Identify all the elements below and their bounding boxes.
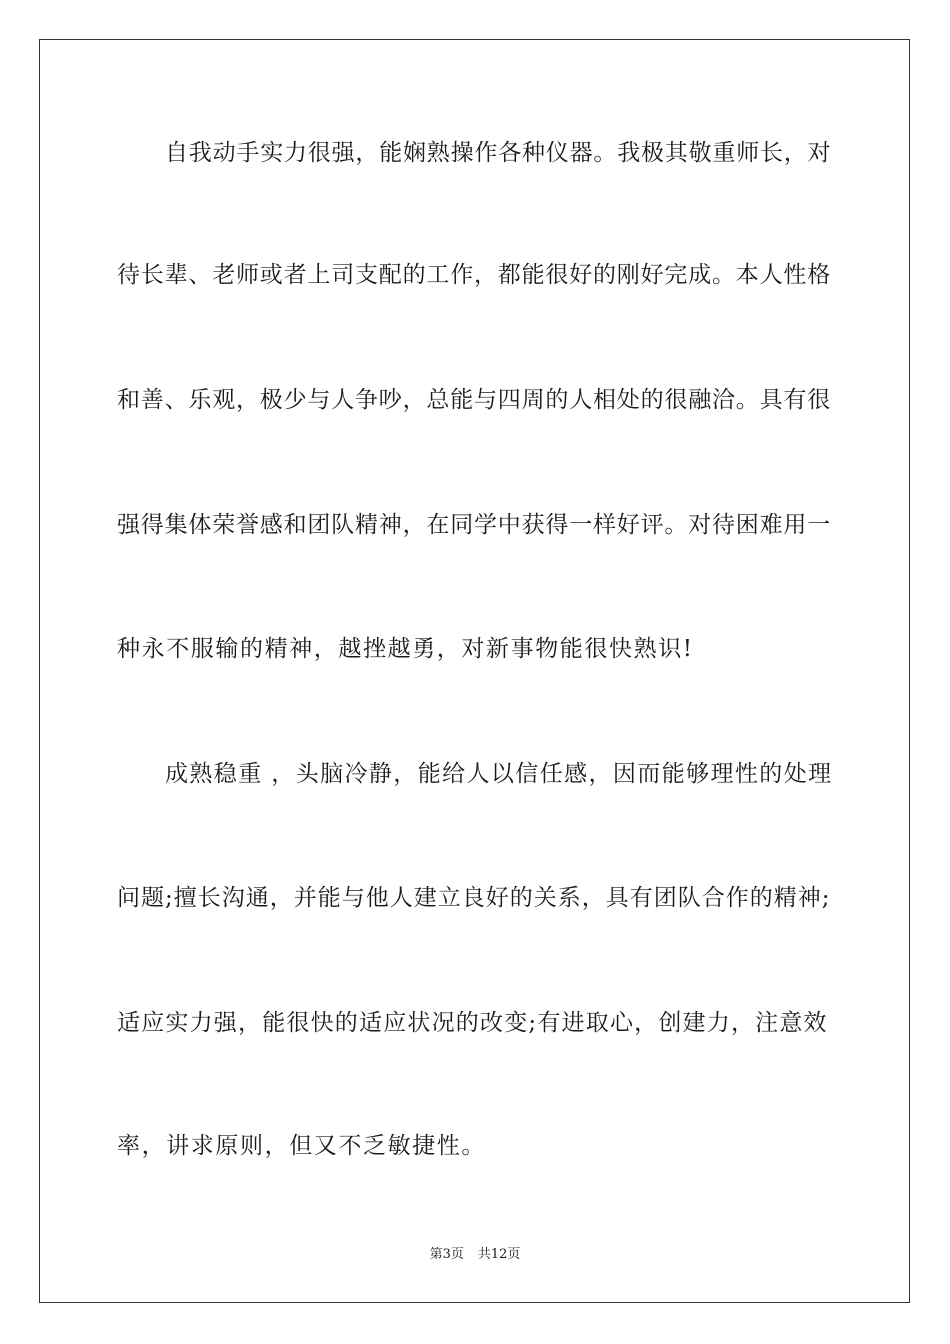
paragraph-2-line-4: 率，讲求原则，但又不乏敏捷性。 <box>117 1133 486 1159</box>
paragraph-1-line-4: 强得集体荣誉感和团队精神，在同学中获得一样好评。对待困难用一 <box>117 512 831 538</box>
paragraph-1-line-5: 种永不服输的精神，越挫越勇，对新事物能很快熟识! <box>117 636 694 662</box>
paragraph-1-line-1: 自我动手实力很强，能娴熟操作各种仪器。我极其敬重师长，对 <box>165 140 832 166</box>
paragraph-1-line-3: 和善、乐观，极少与人争吵，总能与四周的人相处的很融洽。具有很 <box>117 387 831 413</box>
paragraph-2-line-3: 适应实力强，能很快的适应状况的改变;有进取心，创建力，注意效 <box>117 1010 828 1036</box>
page-number: 第3页 <box>429 1247 464 1262</box>
paragraph-2-line-2: 问题;擅长沟通，并能与他人建立良好的关系，具有团队合作的精神; <box>117 885 831 911</box>
total-pages: 共12页 <box>477 1247 521 1262</box>
paragraph-2-line-1: 成熟稳重 ，头脑冷静，能给人以信任感，因而能够理性的处理 <box>165 761 833 787</box>
paragraph-1-line-2: 待长辈、老师或者上司支配的工作，都能很好的刚好完成。本人性格 <box>117 262 831 288</box>
page-footer <box>0 1246 950 1264</box>
page-border <box>39 39 910 1303</box>
